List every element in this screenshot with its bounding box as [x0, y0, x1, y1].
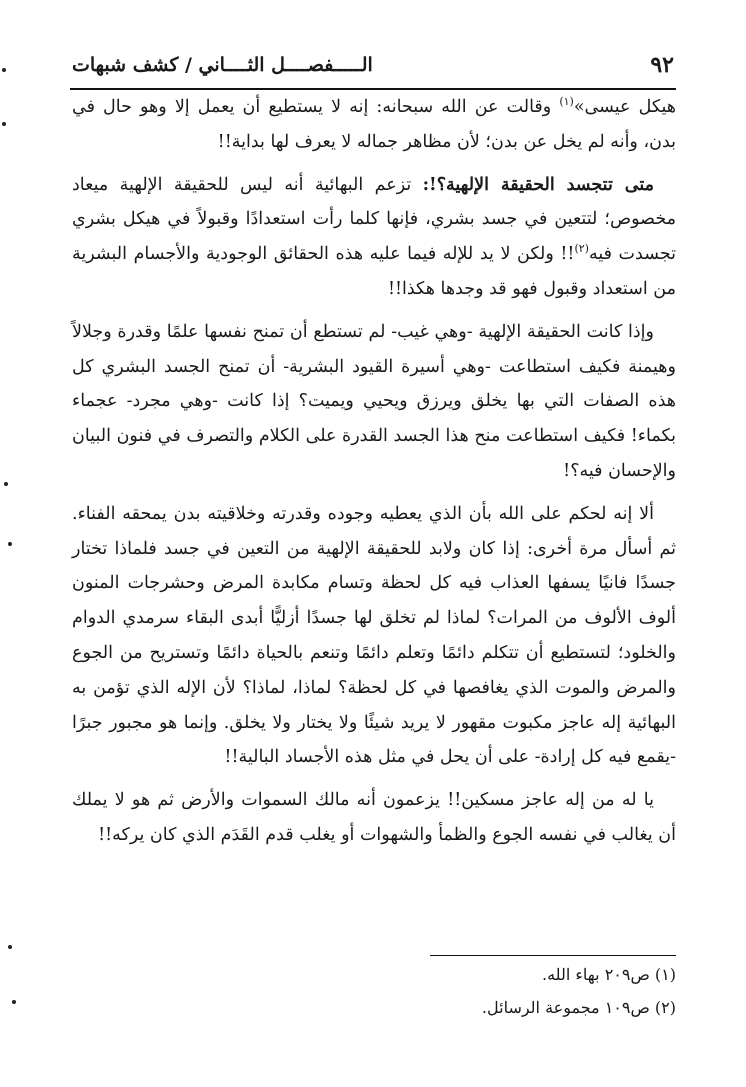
main-text — [72, 90, 676, 853]
paragraph-text: هيكل عيسى» — [573, 97, 676, 117]
footnotes — [300, 958, 676, 1024]
footnote-marker: (١) — [559, 95, 574, 109]
paragraph — [72, 315, 676, 489]
footnote: (١) ص٢٠٩ بهاء الله. — [542, 965, 676, 984]
margin-dot — [4, 482, 8, 486]
paragraph-text: !! ولكن لا يد للإله فيما عليه هذه الحقائق الوجودية والأجسام البشرية من استعداد وقبول فهو قد وجدها هكذا!! — [72, 244, 676, 299]
paragraph — [72, 497, 676, 775]
footnote-marker: (٢) — [574, 242, 589, 256]
margin-dot — [8, 945, 12, 949]
paragraph-text: وإذا كانت الحقيقة الإلهية -وهي غيب- لم تستطع أن تمنح نفسها علمًا وقدرة وجلالاً وهيمنة فكيف استطاعت -وهي أسيرة القيود البشرية- أن تمنح الجسد البشري كل هذه الصفات التي بها يخلق ويرزق ويحيي ويميت؟ إذا كانت -وهي مجرد- عجماء بكماء! فكيف استطاعت منح هذا الجسد القدرة على الكلام والتصرف في فنون البيان والإحسان فيه؟! — [72, 321, 676, 481]
paragraph — [72, 783, 676, 853]
margin-dot — [2, 122, 6, 126]
section-lead: متى تتجسد الحقيقة الإلهية؟!: — [422, 174, 654, 195]
paragraph-text: تزعم البهائية أنه ليس للحقيقة الإلهية ميعاد مخصوص؛ لتتعين في جسد بشري، فإنها كلما رأت استعدادًا وقبولاً في هيكل بشري تجسدت فيه — [72, 174, 676, 265]
paragraph-text: وقالت عن الله سبحانه: إنه لا يستطيع أن يعمل إلا وهو حال في بدن، وأنه لم يخل عن بدن؛ لأن مظاهر جماله لا يعرف لها بداية!! — [72, 97, 676, 152]
paragraph — [72, 168, 676, 307]
page-number: ٩٢ — [650, 52, 674, 78]
margin-dot — [12, 1000, 16, 1004]
paragraph-text: ألا إنه لحكم على الله بأن الذي يعطيه وجوده وقدرته وخلاقيته بدن يمحقه الفناء. ثم أسأل مرة أخرى: إذا كان ولابد للحقيقة الإلهية من التعين في جسد فلماذا تختار جسدًا فانيًا يسفها العذاب فيه كل لحظة وتسام مكابدة المرض وحشرجات المنون ألوف الألوف من المرات؟ لماذا لم تخلق لها جسدًا أزليًّا أبدى البقاء سرمدي الدوام والخلود؛ لتستطيع أن تتكلم دائمًا وتعلم دائمًا وتنعم بالحياة دائمًا وتستريح من الجوع والمرض والموت الذي يغافصها في كل لحظة؟ لماذا، لماذا؟ لأن الإله الذي تؤمن به البهائية إله عاجز مكبوت مقهور لا يريد شيئًا ولا يختار ولا يخلق. وإنما هو مجبور جبرًا -يقمع فيه كل إرادة- على أن يحل في مثل هذه الأجساد البالية!! — [72, 503, 676, 768]
footnote-rule — [430, 955, 676, 956]
paragraph — [72, 90, 676, 160]
page-header — [70, 44, 676, 90]
footnote: (٢) ص١٠٩ مجموعة الرسائل. — [481, 998, 676, 1017]
running-title: الـــــفصــــل الثــــاني / كشف شبهات — [72, 54, 373, 76]
paragraph-text: يا له من إله عاجز مسكين!! يزعمون أنه مالك السموات والأرض ثم هو لا يملك أن يغالب في نفسه الجوع والظمأ والشهوات أو يغلب قدم القَدَم الذي كان يركه!! — [72, 790, 676, 845]
margin-dot — [2, 68, 6, 72]
margin-dot — [8, 542, 12, 546]
